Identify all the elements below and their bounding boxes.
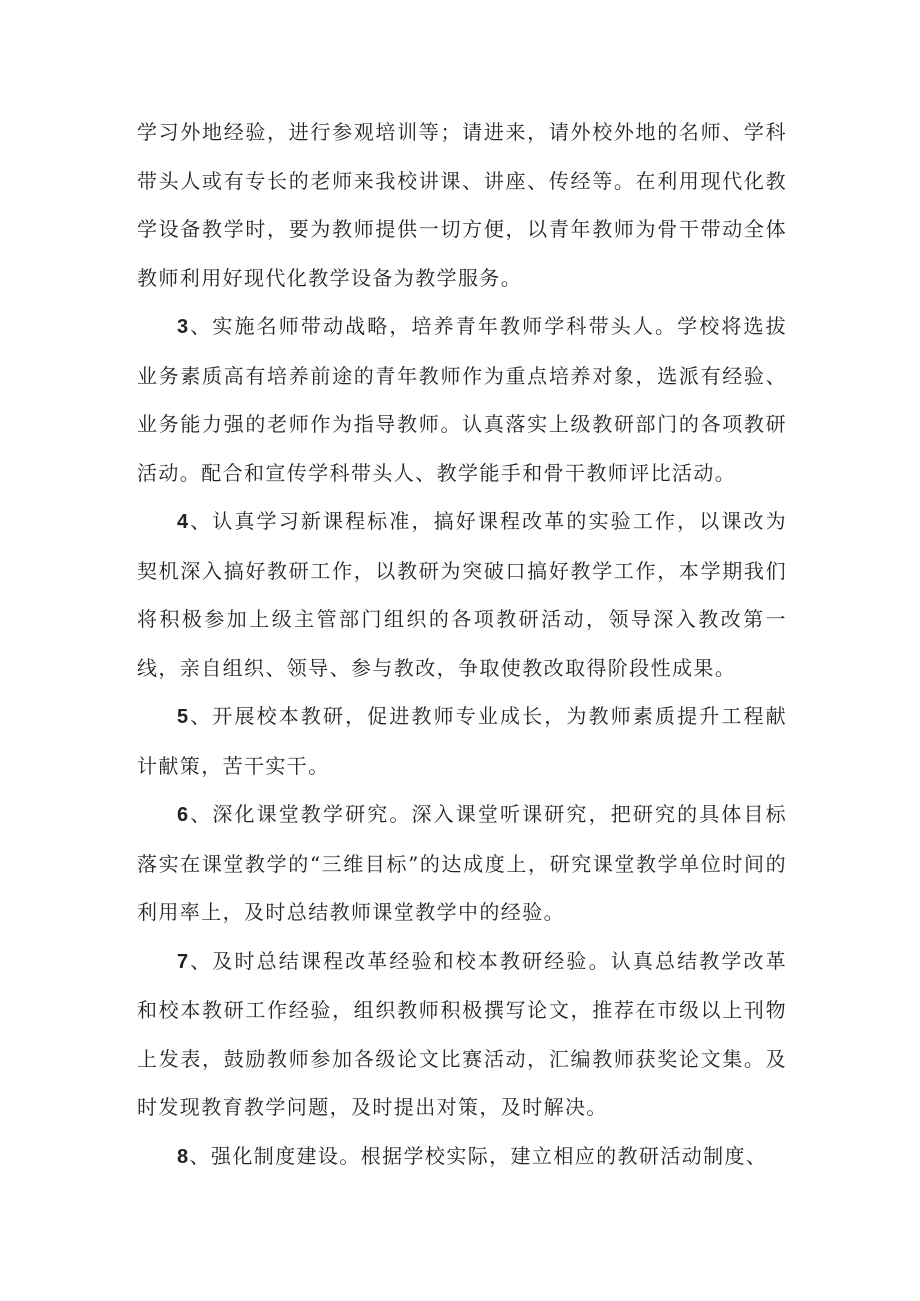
paragraph-item-3 [137,302,787,497]
paragraph-text: 、实施名师带动战略，培养青年教师学科带头人。学校将选拔业务素质高有培养前途的青年教师作为重点培养对象，选派有经验、业务能力强的老师作为指导教师。认真落实上级教研部门的各项教研活动。配合和宣传学科带头人、教学能手和骨干教师评比活动。 [137,314,787,485]
paragraph-text: 、开展校本教研，促进教师专业成长，为教师素质提升工程献计献策，苦干实干。 [137,704,787,778]
paragraph-item-7 [137,937,787,1132]
item-number: 3 [177,316,190,338]
item-number: 8 [177,1145,190,1168]
item-number: 4 [177,511,190,533]
paragraph-item-6 [137,790,787,937]
paragraph-item-4 [137,497,787,692]
paragraph-item-5 [137,692,787,790]
paragraph-text: 、认真学习新课程标准，搞好课程改革的实验工作，以课改为契机深入搞好教研工作，以教研为突破口搞好教学工作，本学期我们将积极参加上级主管部门组织的各项教研活动，领导深入教改第一线，亲自组织、领导、参与教改，争取使教改取得阶段性成果。 [137,509,787,680]
item-number: 7 [177,950,190,973]
item-number: 6 [177,804,190,826]
paragraph-text: 学习外地经验，进行参观培训等；请进来，请外校外地的名师、学科带头人或有专长的老师来我校讲课、讲座、传经等。在利用现代化教学设备教学时，要为教师提供一切方便，以青年教师为骨干带动全体教师利用好现代化教学设备为教学服务。 [137,120,787,290]
paragraph-continuation [137,108,787,302]
paragraph-text: 、深化课堂教学研究。深入课堂听课研究，把研究的具体目标落实在课堂教学的“三维目标”的达成度上，研究课堂教学单位时间的利用率上，及时总结教师课堂教学中的经验。 [137,802,787,924]
document-body [137,108,787,1181]
paragraph-text: 、强化制度建设。根据学校实际，建立相应的教研活动制度、 [189,1143,768,1168]
item-number: 5 [177,706,190,728]
paragraph-text: 、及时总结课程改革经验和校本教研经验。认真总结教学改革和校本教研工作经验，组织教师积极撰写论文，推荐在市级以上刊物上发表，鼓励教师参加各级论文比赛活动，汇编教师获奖论文集。及时发现教育教学问题，及时提出对策，及时解决。 [137,948,787,1119]
paragraph-item-8 [137,1132,787,1182]
